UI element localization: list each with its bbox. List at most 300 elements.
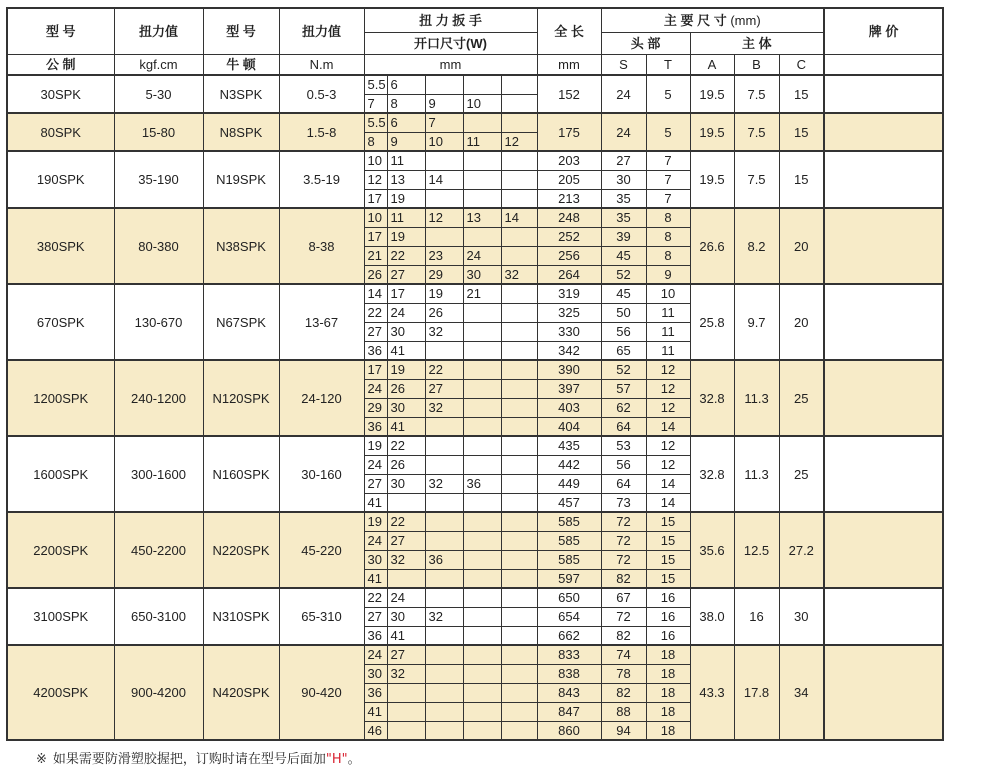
body-c-cell: 15: [779, 113, 824, 151]
opening-cell: [501, 721, 537, 740]
head-s-cell: 24: [601, 75, 646, 113]
opening-cell: [463, 189, 501, 208]
length-cell: 203: [537, 151, 601, 170]
body-b-cell: 12.5: [734, 512, 779, 588]
opening-cell: [463, 683, 501, 702]
opening-cell: 9: [425, 94, 463, 113]
price-cell: [824, 588, 943, 645]
opening-cell: 8: [364, 132, 387, 151]
torque-kgf-cell: 650-3100: [114, 588, 203, 645]
opening-cell: 36: [364, 417, 387, 436]
header-model-nm: 型 号: [203, 8, 279, 54]
head-t-cell: 18: [646, 683, 690, 702]
model-nm-cell: N160SPK: [203, 436, 279, 512]
length-cell: 390: [537, 360, 601, 379]
opening-cell: [501, 417, 537, 436]
opening-cell: [501, 531, 537, 550]
head-t-cell: 5: [646, 75, 690, 113]
opening-cell: 10: [425, 132, 463, 151]
torque-nm-cell: 30-160: [279, 436, 364, 512]
opening-cell: 22: [387, 512, 425, 531]
model-nm-cell: N310SPK: [203, 588, 279, 645]
opening-cell: [463, 588, 501, 607]
body-c-cell: 25: [779, 436, 824, 512]
head-s-cell: 64: [601, 417, 646, 436]
torque-kgf-cell: 35-190: [114, 151, 203, 208]
opening-cell: [501, 588, 537, 607]
head-t-cell: 7: [646, 189, 690, 208]
header-model-kgf: 型 号: [7, 8, 114, 54]
head-s-cell: 24: [601, 113, 646, 151]
model-kgf-cell: 1600SPK: [7, 436, 114, 512]
length-cell: 662: [537, 626, 601, 645]
opening-cell: [425, 189, 463, 208]
head-t-cell: 11: [646, 303, 690, 322]
head-t-cell: 5: [646, 113, 690, 151]
body-c-cell: 34: [779, 645, 824, 740]
opening-cell: 30: [364, 664, 387, 683]
body-a-cell: 19.5: [690, 113, 734, 151]
body-a-cell: 32.8: [690, 360, 734, 436]
opening-cell: [463, 493, 501, 512]
opening-cell: [425, 227, 463, 246]
head-s-cell: 53: [601, 436, 646, 455]
head-s-cell: 72: [601, 512, 646, 531]
unit-metric: 公 制: [7, 54, 114, 75]
opening-cell: 24: [387, 588, 425, 607]
opening-cell: 36: [463, 474, 501, 493]
unit-mm-length: mm: [537, 54, 601, 75]
head-t-cell: 15: [646, 512, 690, 531]
opening-cell: 32: [501, 265, 537, 284]
head-t-cell: 9: [646, 265, 690, 284]
table-row: [7, 151, 943, 170]
torque-kgf-cell: 15-80: [114, 113, 203, 151]
opening-cell: [425, 151, 463, 170]
head-t-cell: 12: [646, 436, 690, 455]
head-s-cell: 35: [601, 189, 646, 208]
head-s-cell: 52: [601, 265, 646, 284]
head-t-cell: 8: [646, 208, 690, 227]
opening-cell: [463, 398, 501, 417]
length-cell: 457: [537, 493, 601, 512]
length-cell: 650: [537, 588, 601, 607]
opening-cell: 41: [387, 417, 425, 436]
body-b-cell: 7.5: [734, 113, 779, 151]
opening-cell: [501, 341, 537, 360]
length-cell: 449: [537, 474, 601, 493]
opening-cell: [463, 512, 501, 531]
opening-cell: [463, 151, 501, 170]
opening-cell: [463, 721, 501, 740]
opening-cell: 5.5: [364, 75, 387, 94]
opening-cell: 10: [364, 151, 387, 170]
head-t-cell: 14: [646, 493, 690, 512]
length-cell: 435: [537, 436, 601, 455]
opening-cell: 11: [463, 132, 501, 151]
opening-cell: [501, 379, 537, 398]
length-cell: 248: [537, 208, 601, 227]
head-s-cell: 72: [601, 531, 646, 550]
head-s-cell: 82: [601, 683, 646, 702]
opening-cell: [463, 303, 501, 322]
price-cell: [824, 284, 943, 360]
opening-cell: [463, 664, 501, 683]
col-s: S: [601, 54, 646, 75]
opening-cell: [425, 341, 463, 360]
col-b: B: [734, 54, 779, 75]
model-kgf-cell: 670SPK: [7, 284, 114, 360]
torque-nm-cell: 3.5-19: [279, 151, 364, 208]
opening-cell: [387, 683, 425, 702]
head-s-cell: 74: [601, 645, 646, 664]
opening-cell: [501, 284, 537, 303]
head-t-cell: 12: [646, 398, 690, 417]
opening-cell: 26: [387, 379, 425, 398]
opening-cell: 21: [463, 284, 501, 303]
head-s-cell: 72: [601, 550, 646, 569]
opening-cell: 26: [387, 455, 425, 474]
head-s-cell: 30: [601, 170, 646, 189]
body-a-cell: 26.6: [690, 208, 734, 284]
opening-cell: 12: [501, 132, 537, 151]
unit-price: [824, 54, 943, 75]
opening-cell: 17: [364, 189, 387, 208]
opening-cell: [387, 721, 425, 740]
head-s-cell: 82: [601, 626, 646, 645]
header-head: 头 部: [601, 32, 690, 54]
model-nm-cell: N220SPK: [203, 512, 279, 588]
opening-cell: [463, 113, 501, 132]
body-a-cell: 19.5: [690, 151, 734, 208]
opening-cell: 27: [387, 265, 425, 284]
opening-cell: [501, 75, 537, 94]
opening-cell: 19: [364, 436, 387, 455]
unit-newton: 牛 顿: [203, 54, 279, 75]
body-c-cell: 30: [779, 588, 824, 645]
torque-nm-cell: 13-67: [279, 284, 364, 360]
opening-cell: [463, 75, 501, 94]
opening-cell: [463, 227, 501, 246]
opening-cell: 14: [425, 170, 463, 189]
opening-cell: 30: [387, 474, 425, 493]
opening-cell: 19: [387, 227, 425, 246]
opening-cell: 27: [425, 379, 463, 398]
opening-cell: 22: [387, 246, 425, 265]
body-b-cell: 16: [734, 588, 779, 645]
opening-cell: 10: [364, 208, 387, 227]
price-cell: [824, 151, 943, 208]
opening-cell: [463, 569, 501, 588]
body-a-cell: 43.3: [690, 645, 734, 740]
opening-cell: [425, 683, 463, 702]
opening-cell: [463, 341, 501, 360]
length-cell: 654: [537, 607, 601, 626]
length-cell: 256: [537, 246, 601, 265]
opening-cell: 22: [387, 436, 425, 455]
head-s-cell: 50: [601, 303, 646, 322]
opening-cell: 36: [364, 341, 387, 360]
opening-cell: [501, 664, 537, 683]
opening-cell: 7: [425, 113, 463, 132]
opening-cell: 19: [364, 512, 387, 531]
opening-cell: 19: [387, 189, 425, 208]
footnote-highlight: "H": [325, 752, 348, 767]
torque-kgf-cell: 80-380: [114, 208, 203, 284]
head-t-cell: 10: [646, 284, 690, 303]
opening-cell: [387, 702, 425, 721]
price-cell: [824, 113, 943, 151]
body-c-cell: 27.2: [779, 512, 824, 588]
head-t-cell: 8: [646, 246, 690, 265]
head-t-cell: 12: [646, 379, 690, 398]
head-t-cell: 16: [646, 588, 690, 607]
opening-cell: 14: [364, 284, 387, 303]
opening-cell: 19: [387, 360, 425, 379]
price-cell: [824, 360, 943, 436]
model-kgf-cell: 380SPK: [7, 208, 114, 284]
header-opening: 开口尺寸(W): [364, 32, 537, 54]
model-kgf-cell: 2200SPK: [7, 512, 114, 588]
table-row: [7, 360, 943, 379]
opening-cell: [501, 227, 537, 246]
model-nm-cell: N8SPK: [203, 113, 279, 151]
table-row: [7, 512, 943, 531]
head-s-cell: 35: [601, 208, 646, 227]
head-s-cell: 27: [601, 151, 646, 170]
length-cell: 585: [537, 512, 601, 531]
opening-cell: 46: [364, 721, 387, 740]
opening-cell: 24: [387, 303, 425, 322]
footnote-text: 如果需要防滑塑胶握把，订购时请在型号后面加: [52, 752, 326, 767]
model-kgf-cell: 80SPK: [7, 113, 114, 151]
length-cell: 342: [537, 341, 601, 360]
opening-cell: 29: [425, 265, 463, 284]
head-t-cell: 12: [646, 455, 690, 474]
torque-kgf-cell: 240-1200: [114, 360, 203, 436]
length-cell: 252: [537, 227, 601, 246]
opening-cell: [425, 75, 463, 94]
opening-cell: 6: [387, 75, 425, 94]
col-t: T: [646, 54, 690, 75]
opening-cell: 32: [425, 474, 463, 493]
head-s-cell: 88: [601, 702, 646, 721]
opening-cell: 21: [364, 246, 387, 265]
opening-cell: 32: [425, 607, 463, 626]
body-b-cell: 7.5: [734, 151, 779, 208]
opening-cell: 41: [387, 341, 425, 360]
head-s-cell: 78: [601, 664, 646, 683]
torque-nm-cell: 0.5-3: [279, 75, 364, 113]
length-cell: 404: [537, 417, 601, 436]
opening-cell: [463, 436, 501, 455]
opening-cell: [425, 626, 463, 645]
length-cell: 264: [537, 265, 601, 284]
head-t-cell: 18: [646, 702, 690, 721]
opening-cell: 24: [364, 379, 387, 398]
opening-cell: 41: [387, 626, 425, 645]
opening-cell: 32: [425, 322, 463, 341]
col-c: C: [779, 54, 824, 75]
opening-cell: [425, 569, 463, 588]
table-row: [7, 75, 943, 94]
opening-cell: 6: [387, 113, 425, 132]
head-s-cell: 67: [601, 588, 646, 607]
opening-cell: 22: [425, 360, 463, 379]
opening-cell: [463, 379, 501, 398]
opening-cell: [501, 360, 537, 379]
header-wrench-title: 扭 力 扳 手: [364, 8, 537, 32]
head-s-cell: 72: [601, 607, 646, 626]
body-a-cell: 19.5: [690, 75, 734, 113]
header-price: 牌 价: [824, 8, 943, 54]
opening-cell: 8: [387, 94, 425, 113]
table-row: [7, 284, 943, 303]
opening-cell: 36: [364, 626, 387, 645]
price-cell: [824, 645, 943, 740]
opening-cell: 32: [387, 664, 425, 683]
length-cell: 860: [537, 721, 601, 740]
unit-nm: N.m: [279, 54, 364, 75]
opening-cell: 17: [364, 227, 387, 246]
price-cell: [824, 75, 943, 113]
opening-cell: 14: [501, 208, 537, 227]
model-nm-cell: N3SPK: [203, 75, 279, 113]
opening-cell: 11: [387, 208, 425, 227]
head-t-cell: 11: [646, 341, 690, 360]
head-s-cell: 39: [601, 227, 646, 246]
head-t-cell: 18: [646, 664, 690, 683]
length-cell: 175: [537, 113, 601, 151]
torque-nm-cell: 1.5-8: [279, 113, 364, 151]
head-s-cell: 73: [601, 493, 646, 512]
model-kgf-cell: 30SPK: [7, 75, 114, 113]
opening-cell: 13: [463, 208, 501, 227]
opening-cell: [425, 702, 463, 721]
price-cell: [824, 436, 943, 512]
opening-cell: 9: [387, 132, 425, 151]
torque-nm-cell: 8-38: [279, 208, 364, 284]
length-cell: 838: [537, 664, 601, 683]
opening-cell: [501, 474, 537, 493]
head-t-cell: 18: [646, 721, 690, 740]
opening-cell: [501, 436, 537, 455]
model-nm-cell: N420SPK: [203, 645, 279, 740]
length-cell: 403: [537, 398, 601, 417]
head-s-cell: 82: [601, 569, 646, 588]
head-s-cell: 62: [601, 398, 646, 417]
opening-cell: 30: [463, 265, 501, 284]
opening-cell: 36: [425, 550, 463, 569]
body-b-cell: 11.3: [734, 436, 779, 512]
opening-cell: [463, 702, 501, 721]
opening-cell: [425, 531, 463, 550]
opening-cell: 17: [364, 360, 387, 379]
head-t-cell: 18: [646, 645, 690, 664]
opening-cell: 7: [364, 94, 387, 113]
torque-nm-cell: 24-120: [279, 360, 364, 436]
body-a-cell: 32.8: [690, 436, 734, 512]
head-t-cell: 12: [646, 360, 690, 379]
length-cell: 847: [537, 702, 601, 721]
length-cell: 205: [537, 170, 601, 189]
opening-cell: 26: [425, 303, 463, 322]
footnote-mark: ※: [36, 752, 47, 767]
length-cell: 585: [537, 550, 601, 569]
opening-cell: [501, 246, 537, 265]
opening-cell: 13: [387, 170, 425, 189]
opening-cell: 19: [425, 284, 463, 303]
length-cell: 833: [537, 645, 601, 664]
torque-kgf-cell: 300-1600: [114, 436, 203, 512]
header-total-length: 全 长: [537, 8, 601, 54]
torque-nm-cell: 45-220: [279, 512, 364, 588]
opening-cell: 11: [387, 151, 425, 170]
opening-cell: 41: [364, 569, 387, 588]
opening-cell: 30: [387, 322, 425, 341]
torque-kgf-cell: 130-670: [114, 284, 203, 360]
opening-cell: [463, 360, 501, 379]
opening-cell: 24: [364, 455, 387, 474]
model-kgf-cell: 4200SPK: [7, 645, 114, 740]
opening-cell: 41: [364, 702, 387, 721]
head-s-cell: 65: [601, 341, 646, 360]
opening-cell: [463, 455, 501, 474]
head-t-cell: 11: [646, 322, 690, 341]
unit-kgfcm: kgf.cm: [114, 54, 203, 75]
head-s-cell: 52: [601, 360, 646, 379]
opening-cell: [501, 113, 537, 132]
opening-cell: 32: [425, 398, 463, 417]
opening-cell: [387, 493, 425, 512]
body-b-cell: 11.3: [734, 360, 779, 436]
length-cell: 319: [537, 284, 601, 303]
header-main-dims: [601, 8, 824, 32]
opening-cell: [463, 626, 501, 645]
head-s-cell: 45: [601, 246, 646, 265]
header-body: 主 体: [690, 32, 824, 54]
torque-nm-cell: 65-310: [279, 588, 364, 645]
opening-cell: [463, 645, 501, 664]
table-row: [7, 208, 943, 227]
body-c-cell: 15: [779, 75, 824, 113]
opening-cell: 27: [387, 531, 425, 550]
opening-cell: 17: [387, 284, 425, 303]
head-s-cell: 57: [601, 379, 646, 398]
model-kgf-cell: 190SPK: [7, 151, 114, 208]
head-t-cell: 16: [646, 607, 690, 626]
opening-cell: [501, 303, 537, 322]
head-s-cell: 56: [601, 322, 646, 341]
opening-cell: [463, 607, 501, 626]
opening-cell: [425, 436, 463, 455]
opening-cell: [501, 398, 537, 417]
head-t-cell: 7: [646, 170, 690, 189]
unit-mm-opening: mm: [364, 54, 537, 75]
spec-body: [7, 75, 943, 740]
torque-kgf-cell: 5-30: [114, 75, 203, 113]
opening-cell: [463, 417, 501, 436]
opening-cell: 41: [364, 493, 387, 512]
price-cell: [824, 512, 943, 588]
length-cell: 585: [537, 531, 601, 550]
price-cell: [824, 208, 943, 284]
opening-cell: 12: [425, 208, 463, 227]
footnote-end: 。: [347, 752, 361, 767]
opening-cell: [425, 645, 463, 664]
head-t-cell: 15: [646, 550, 690, 569]
head-t-cell: 16: [646, 626, 690, 645]
